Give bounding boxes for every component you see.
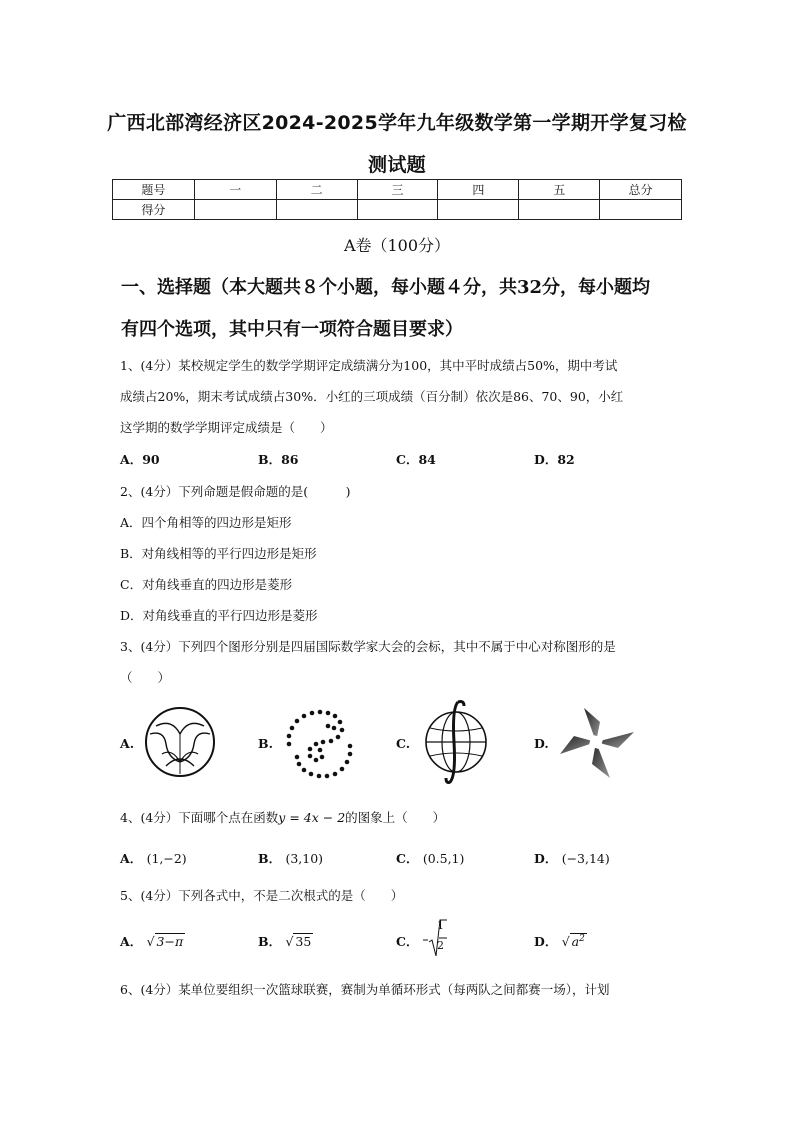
q5-option-d-radicand bbox=[570, 933, 587, 949]
q4-option-d-label: D． bbox=[534, 851, 558, 866]
q4-option-c-value: (0.5,1) bbox=[422, 851, 465, 866]
exam-title-line1: 广西北部湾经济区2024-2025学年九年级数学第一学期开学复习检 bbox=[107, 112, 687, 134]
q3-option-b-label: B. bbox=[258, 736, 273, 751]
q5-option-c-label: C． bbox=[396, 934, 419, 949]
q5-option-d-base: a bbox=[571, 934, 580, 949]
q1-option-d: D．82 bbox=[534, 452, 575, 467]
score-cell bbox=[438, 200, 519, 220]
q3-figure-d-icon bbox=[558, 704, 638, 782]
q5-option-d-exponent: 2 bbox=[579, 933, 585, 944]
q5-option-a-radical: √ 3−π bbox=[146, 934, 184, 949]
q5-option-b-radicand: 35 bbox=[295, 934, 312, 949]
score-cell bbox=[519, 200, 600, 220]
score-header-cell: 一 bbox=[194, 180, 276, 200]
q5-option-b-label: B． bbox=[258, 934, 282, 949]
q5-option-d bbox=[534, 932, 587, 950]
score-cell bbox=[276, 200, 357, 220]
q3-option-d-label: D. bbox=[534, 736, 549, 751]
q3-option-a-label: A. bbox=[120, 736, 135, 751]
q2-option-c: C．对角线垂直的四边形是菱形 bbox=[120, 577, 293, 592]
q4-option-c-label: C． bbox=[396, 851, 419, 866]
q4-function: y = 4x − 2 bbox=[278, 810, 346, 825]
q2-stem: 2、(4分）下列命题是假命题的是( ) bbox=[120, 484, 351, 499]
q1-option-b: B．86 bbox=[258, 452, 299, 467]
q4-stem-post: 的图象上（ ） bbox=[345, 810, 446, 825]
score-header-cell: 题号 bbox=[113, 180, 195, 200]
score-header-cell: 总分 bbox=[600, 180, 682, 200]
q5-option-c-numerator: 1 bbox=[437, 919, 444, 932]
score-cell bbox=[357, 200, 438, 220]
q2-option-a: A．四个角相等的四边形是矩形 bbox=[120, 515, 292, 530]
score-header-cell: 五 bbox=[519, 180, 600, 200]
q3-stem-line1: 3、(4分）下列四个图形分别是四届国际数学家大会的会标，其中不属于中心对称图形的是 bbox=[120, 639, 616, 654]
q4-option-b-label: B． bbox=[258, 851, 282, 866]
score-table-score-row bbox=[113, 200, 682, 220]
q4-option-d bbox=[534, 849, 610, 867]
q1-option-c: C．84 bbox=[396, 452, 436, 467]
score-table-header-row bbox=[113, 180, 682, 200]
q5-option-a-label: A． bbox=[120, 934, 143, 949]
q4-option-a-value: (1,−2) bbox=[146, 851, 187, 866]
q2-option-b: B．对角线相等的平行四边形是矩形 bbox=[120, 546, 317, 561]
exam-title-line2: 测试题 bbox=[368, 154, 426, 176]
q5-option-b bbox=[258, 932, 313, 950]
q3-figure-b-icon bbox=[280, 704, 360, 782]
score-cell bbox=[600, 200, 682, 220]
q5-option-c bbox=[396, 918, 447, 958]
q4-option-a-label: A． bbox=[120, 851, 143, 866]
q4-option-b bbox=[258, 849, 323, 867]
q4-stem-pre: 4、(4分）下面哪个点在函数 bbox=[120, 810, 279, 825]
q4-option-b-value: (3,10) bbox=[285, 851, 324, 866]
q5-option-b-radical: √ 35 bbox=[285, 934, 312, 949]
q5-option-a bbox=[120, 932, 185, 950]
score-header-cell: 三 bbox=[357, 180, 438, 200]
q1-stem-line3: 这学期的数学学期评定成绩是（ ） bbox=[120, 420, 333, 435]
q4-option-c bbox=[396, 849, 464, 867]
q4-option-a bbox=[120, 849, 187, 867]
q2-option-d: D．对角线垂直的平行四边形是菱形 bbox=[120, 608, 318, 623]
q3-option-c-label: C. bbox=[396, 736, 411, 751]
score-header-cell: 四 bbox=[438, 180, 519, 200]
q5-stem: 5、(4分）下列各式中，不是二次根式的是（ ） bbox=[120, 888, 404, 903]
score-header-cell: 二 bbox=[276, 180, 357, 200]
score-cell bbox=[194, 200, 276, 220]
section-heading-line1: 一、选择题（本大题共８个小题，每小题４分，共32分，每小题均 bbox=[121, 277, 651, 298]
q5-option-d-label: D． bbox=[534, 934, 558, 949]
q3-stem-line2: （ ） bbox=[120, 670, 171, 685]
q1-stem-line1: 1、(4分）某校规定学生的数学学期评定成绩满分为100，其中平时成绩占50%，期中考试 bbox=[120, 358, 618, 373]
score-table bbox=[112, 179, 682, 220]
q1-option-a: A．90 bbox=[120, 452, 160, 467]
q3-figure-a-icon bbox=[142, 704, 218, 780]
volume-heading: A卷（100分） bbox=[343, 236, 451, 255]
q5-option-c-denominator: 2 bbox=[437, 939, 444, 952]
q6-stem-line1: 6、(4分）某单位要组织一次篮球联赛，赛制为单循环形式（每两队之间都赛一场），计划 bbox=[120, 982, 610, 997]
score-row-label: 得分 bbox=[113, 200, 195, 220]
q4-option-d-value: (−3,14) bbox=[561, 851, 610, 866]
q3-figure-c-icon bbox=[420, 698, 492, 784]
q4-stem bbox=[120, 808, 445, 826]
section-heading-line2: 有四个选项，其中只有一项符合题目要求） bbox=[121, 319, 463, 340]
q1-stem-line2: 成绩占20%，期末考试成绩占30%．小红的三项成绩（百分制）依次是86、70、90，小红 bbox=[120, 389, 624, 404]
q5-option-a-radicand: 3−π bbox=[156, 934, 184, 949]
q5-option-d-radical: √ $a^2$ bbox=[561, 933, 585, 949]
